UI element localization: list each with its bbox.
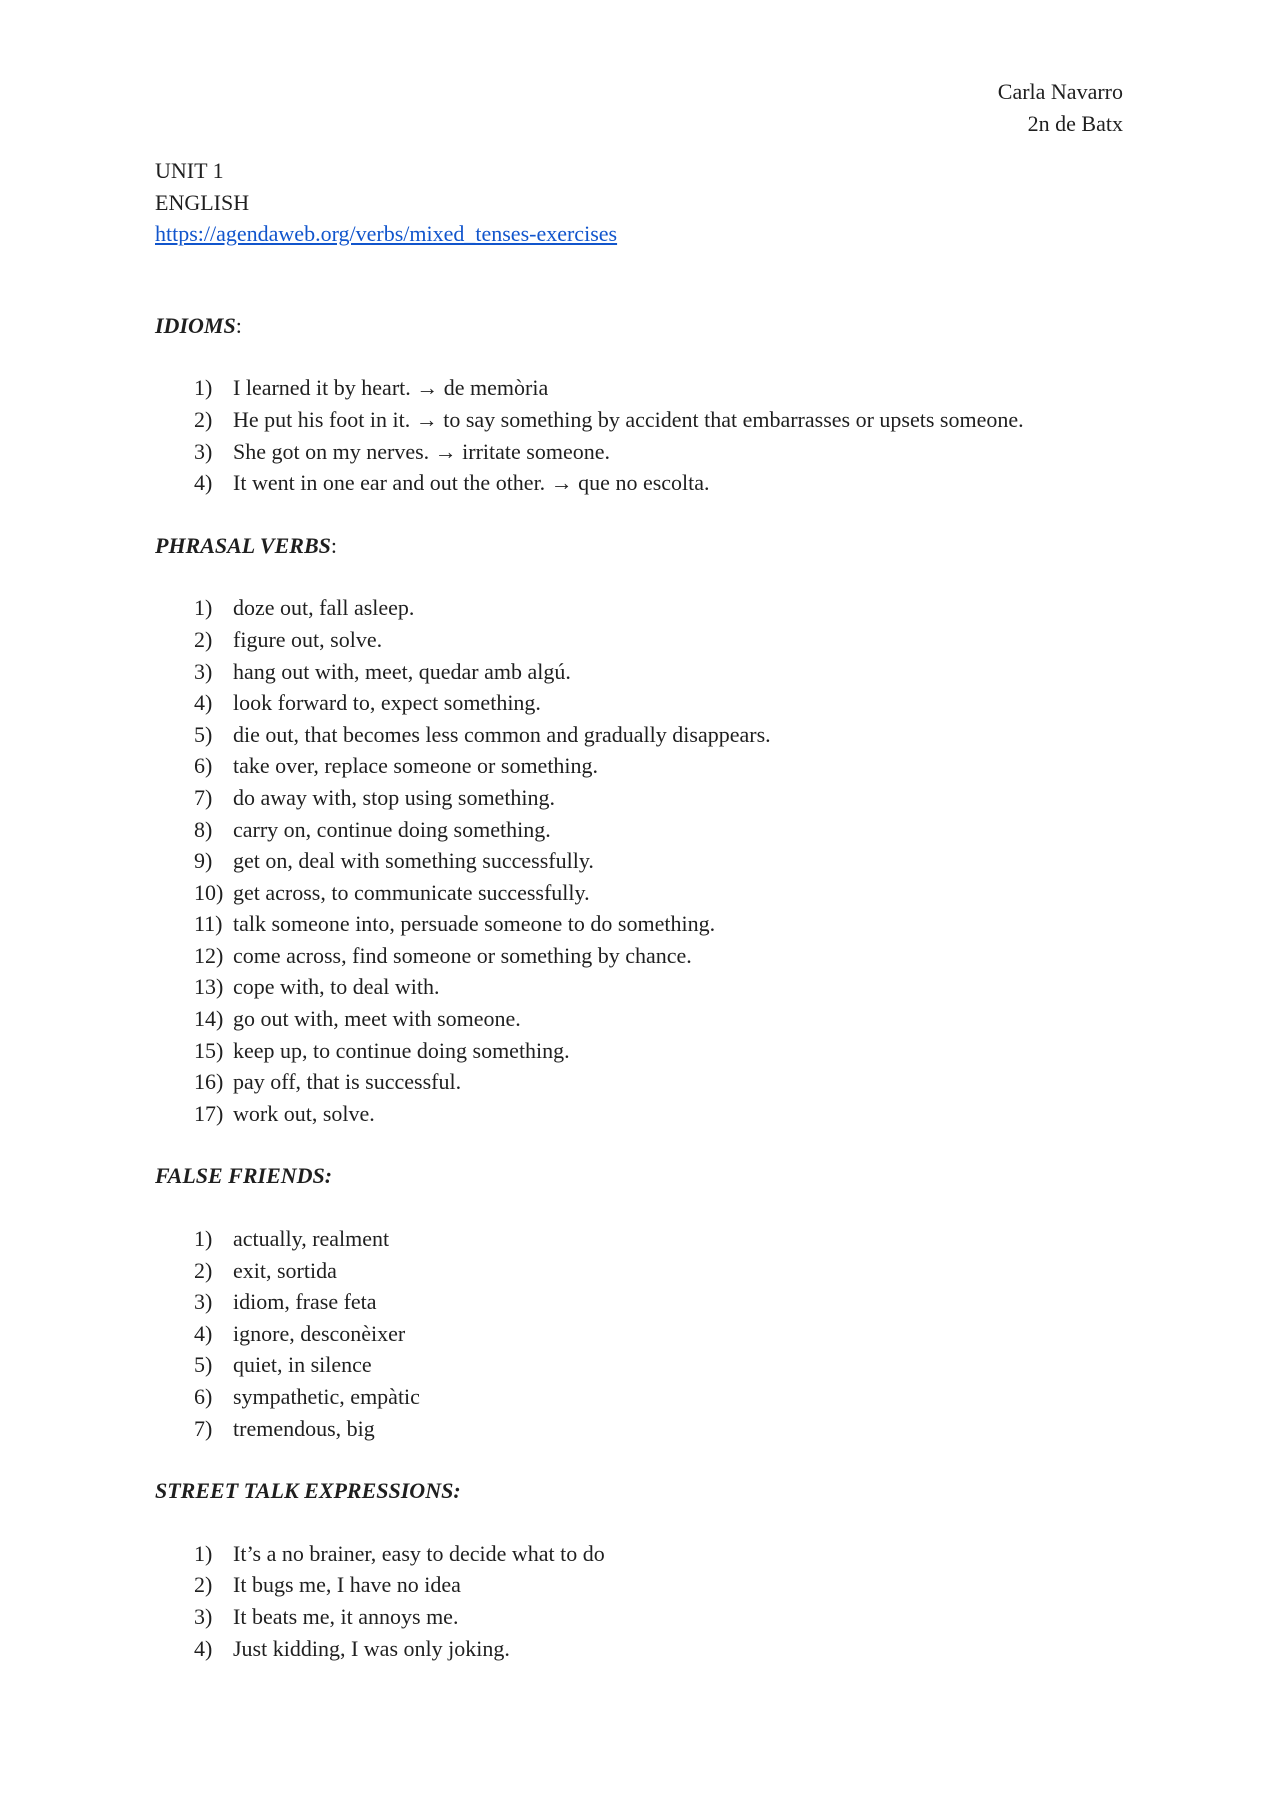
list-item-text: Just kidding, I was only joking. xyxy=(233,1635,510,1661)
section-title-idioms: IDIOMS: xyxy=(155,312,242,338)
list-item-number: 13) xyxy=(194,974,224,1000)
list-item xyxy=(155,1098,1115,1130)
list-item xyxy=(155,1318,1115,1350)
exercises-link[interactable]: https://agendaweb.org/verbs/mixed_tenses-exercises xyxy=(155,221,618,247)
list-item xyxy=(155,908,1115,940)
list-item-text: get on, deal with something successfully. xyxy=(233,848,594,874)
list-item-number: 5) xyxy=(194,1352,213,1378)
list-item-number: 1) xyxy=(194,1226,213,1252)
list-item-text: talk someone into, persuade someone to do something. xyxy=(233,911,716,937)
list-item-number: 3) xyxy=(194,1289,213,1315)
list-item-text: work out, solve. xyxy=(233,1100,375,1126)
list-item xyxy=(155,1349,1115,1381)
list-item-text: It went in one ear and out the other. → que no escolta. xyxy=(233,470,710,496)
list-item xyxy=(155,719,1115,751)
section-title-false-friends: FALSE FRIENDS: xyxy=(155,1163,333,1189)
list-item-text: It bugs me, I have no idea xyxy=(233,1572,461,1598)
list-item-text: It’s a no brainer, easy to decide what to do xyxy=(233,1540,605,1566)
list-item-text: actually, realment xyxy=(233,1226,390,1252)
list-item xyxy=(155,940,1115,972)
list-item xyxy=(155,1413,1115,1445)
document-meta xyxy=(155,155,1115,250)
list-item xyxy=(155,1538,1115,1570)
list-item-text: ignore, desconèixer xyxy=(233,1320,406,1346)
list-item-text: It beats me, it annoys me. xyxy=(233,1603,459,1629)
list-item-text: idiom, frase feta xyxy=(233,1289,377,1315)
section-street-talk xyxy=(155,1475,1115,1664)
list-item xyxy=(155,750,1115,782)
list-item-text: exit, sortida xyxy=(233,1257,337,1283)
list-item-number: 12) xyxy=(194,942,224,968)
list-item-number: 6) xyxy=(194,1384,213,1409)
list-item xyxy=(155,687,1115,719)
list-item-text: He put his foot in it. → to say something by accident that embarrasses or upsets someone. xyxy=(233,406,1024,432)
list-item-number: 3) xyxy=(194,438,213,464)
list-item xyxy=(155,845,1115,877)
list-item xyxy=(155,624,1115,656)
phrasal-verbs-list xyxy=(155,592,1115,1129)
list-item-number: 17) xyxy=(194,1100,224,1126)
subject-label: ENGLISH xyxy=(155,189,250,215)
list-item xyxy=(155,814,1115,846)
list-item-number: 2) xyxy=(194,626,213,652)
list-item-number: 6) xyxy=(194,753,213,779)
list-item xyxy=(155,1035,1115,1067)
list-item-text: pay off, that is successful. xyxy=(233,1069,462,1095)
list-item-text: figure out, solve. xyxy=(233,626,383,652)
list-item-number: 2) xyxy=(194,1572,213,1598)
list-item xyxy=(155,1066,1115,1098)
list-item xyxy=(155,1569,1115,1601)
list-item-text: take over, replace someone or something. xyxy=(233,753,599,779)
list-item-text: tremendous, big xyxy=(233,1415,375,1441)
author-class: 2n de Batx xyxy=(1027,110,1123,136)
section-title-phrasal-verbs: PHRASAL VERBS: xyxy=(155,532,337,558)
list-item xyxy=(155,1223,1115,1255)
list-item-number: 3) xyxy=(194,1603,213,1629)
false-friends-list xyxy=(155,1223,1115,1444)
section-phrasal-verbs xyxy=(155,530,1115,1130)
section-idioms xyxy=(155,310,1115,499)
list-item-number: 4) xyxy=(194,470,213,496)
list-item-number: 9) xyxy=(194,848,213,874)
list-item-text: die out, that becomes less common and gradually disappears. xyxy=(233,721,771,747)
street-talk-list xyxy=(155,1538,1115,1664)
list-item-text: She got on my nerves. → irritate someone. xyxy=(233,438,610,464)
list-item-number: 4) xyxy=(194,1635,213,1661)
list-item-text: go out with, meet with someone. xyxy=(233,1006,521,1032)
list-item-text: doze out, fall asleep. xyxy=(233,595,415,621)
list-item-text: do away with, stop using something. xyxy=(233,784,556,810)
list-item-text: I learned it by heart. → de memòria xyxy=(233,375,549,401)
list-item xyxy=(155,592,1115,624)
list-item-number: 1) xyxy=(194,375,213,401)
list-item xyxy=(155,1286,1115,1318)
list-item-number: 1) xyxy=(194,595,213,621)
list-item-number: 8) xyxy=(194,816,213,842)
list-item-text: quiet, in silence xyxy=(233,1352,372,1378)
list-item-number: 7) xyxy=(194,784,213,810)
list-item xyxy=(155,656,1115,688)
list-item-number: 1) xyxy=(194,1540,213,1566)
list-item xyxy=(155,1003,1115,1035)
list-item-number: 14) xyxy=(194,1006,224,1032)
section-false-friends xyxy=(155,1160,1115,1444)
author-header xyxy=(998,76,1123,139)
list-item xyxy=(155,436,1115,468)
list-item-number: 2) xyxy=(194,406,213,432)
list-item-number: 3) xyxy=(194,658,213,684)
list-item-text: look forward to, expect something. xyxy=(233,690,541,716)
list-item xyxy=(155,404,1115,436)
unit-label: UNIT 1 xyxy=(155,158,224,183)
list-item-text: carry on, continue doing something. xyxy=(233,816,551,842)
list-item xyxy=(155,467,1115,499)
list-item xyxy=(155,877,1115,909)
list-item-number: 7) xyxy=(194,1415,213,1441)
list-item-text: get across, to communicate successfully. xyxy=(233,879,590,905)
list-item-text: come across, find someone or something by chance. xyxy=(233,942,692,968)
list-item-number: 4) xyxy=(194,1320,213,1346)
list-item xyxy=(155,782,1115,814)
list-item-number: 5) xyxy=(194,721,213,747)
list-item-number: 15) xyxy=(194,1037,224,1063)
list-item-number: 2) xyxy=(194,1257,213,1283)
author-name: Carla Navarro xyxy=(997,79,1123,104)
document-body xyxy=(155,155,1115,1664)
list-item-number: 16) xyxy=(194,1069,224,1095)
list-item-number: 4) xyxy=(194,690,213,716)
list-item xyxy=(155,1381,1115,1413)
section-title-street-talk: STREET TALK EXPRESSIONS: xyxy=(155,1478,461,1504)
list-item xyxy=(155,971,1115,1003)
idioms-list xyxy=(155,372,1115,498)
list-item xyxy=(155,1633,1115,1665)
list-item-text: hang out with, meet, quedar amb algú. xyxy=(233,658,571,684)
list-item-number: 11) xyxy=(194,911,223,937)
list-item xyxy=(155,1601,1115,1633)
list-item-number: 10) xyxy=(194,879,224,905)
list-item-text: cope with, to deal with. xyxy=(233,974,440,1000)
list-item xyxy=(155,1255,1115,1287)
list-item-text: sympathetic, empàtic xyxy=(233,1384,420,1409)
list-item-text: keep up, to continue doing something. xyxy=(233,1037,570,1063)
list-item xyxy=(155,372,1115,404)
